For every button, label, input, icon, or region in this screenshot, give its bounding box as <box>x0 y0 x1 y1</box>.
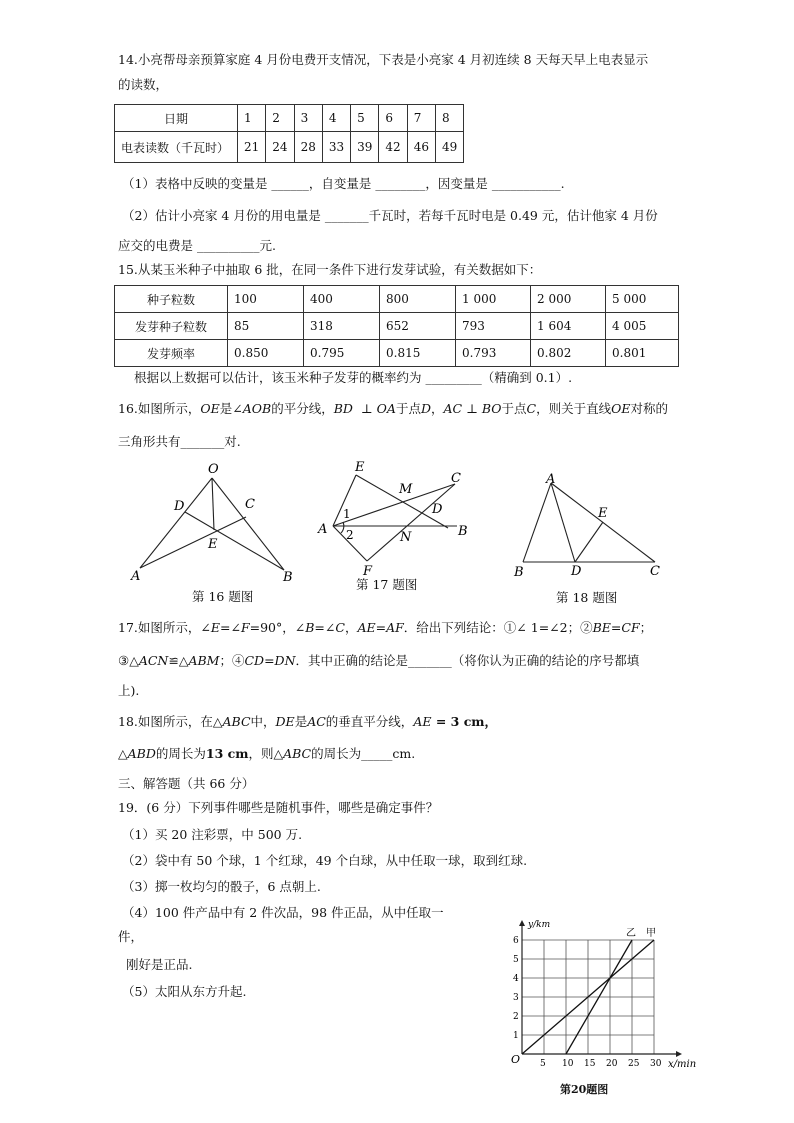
y-tick-label: 5 <box>513 955 519 965</box>
q17-becf: BE=CF <box>592 620 640 635</box>
q14-sub1: （1）表格中反映的变量是 ______，自变量是 ________，因变量是 ___________. <box>122 176 565 191</box>
label-E: E <box>355 460 365 475</box>
line-bd <box>185 512 284 570</box>
q16-c: C <box>526 401 537 416</box>
figure-17-caption: 第 17 题图 <box>356 577 418 592</box>
table-cell: 5 <box>351 105 379 132</box>
q16-text-line2: 三角形共有_______对. <box>118 434 241 449</box>
list-item: （5）太阳从东方升起. <box>122 984 247 999</box>
list-item: （4）100 件产品中有 2 件次品，98 件正品，从中任取一 <box>122 905 444 920</box>
label-D: D <box>432 502 443 517</box>
label-A: A <box>318 522 328 537</box>
q18-text-line1 <box>118 713 497 731</box>
list-item: 刚好是正品. <box>126 957 193 972</box>
q17-e: E <box>210 620 220 635</box>
figure-18-caption: 第 18 题图 <box>556 590 618 605</box>
q15-table <box>114 285 679 367</box>
x-axis-label: x/min <box>668 1059 697 1070</box>
q15-note: 根据以上数据可以估计，该玉米种子发芽的概率约为 _________（精确到 0.1）. <box>134 370 573 385</box>
table-cell: 100 <box>228 286 304 313</box>
q18-de: DE <box>275 714 295 729</box>
y-axis-label: y/km <box>528 920 551 930</box>
q17-text-line3: 上). <box>118 683 140 698</box>
q16-t2: 的平分线， <box>271 401 334 416</box>
line-ob <box>212 478 284 570</box>
table-cell: 49 <box>435 132 463 163</box>
list-item: （1）买 20 注彩票，中 500 万. <box>122 827 303 842</box>
list-item: （2）袋中有 50 个球，1 个红球，49 个白球，从中任取一球，取到红球. <box>122 853 528 868</box>
q16-oe: OE <box>200 401 220 416</box>
q16-ac: AC <box>443 401 463 416</box>
x-tick-label: 25 <box>628 1059 640 1069</box>
x-tick-label: 15 <box>584 1059 596 1069</box>
label-N: N <box>400 530 412 545</box>
table-cell: 24 <box>266 132 294 163</box>
q17-part: ； <box>639 620 653 635</box>
q16-t5: ， <box>430 401 444 416</box>
x-tick-label: 30 <box>650 1059 662 1069</box>
q14-sub2-line1: （2）估计小亮家 4 月份的用电量是 _______千瓦时，若每千瓦时电是 0.49 元，估计他家 4 月份 <box>122 208 658 223</box>
table-row <box>115 340 679 367</box>
table-cell: 21 <box>238 132 266 163</box>
q17-part: ， <box>344 620 358 635</box>
series-label-jia: 甲 <box>646 928 656 939</box>
table-cell: 33 <box>322 132 350 163</box>
series-label-yi: 乙 <box>626 928 636 939</box>
q14-text-line2: 的读数， <box>118 77 169 92</box>
label-D: D <box>174 499 185 514</box>
table-cell: 0.801 <box>606 340 679 367</box>
q17-part: ③△ <box>118 653 139 668</box>
label-O: O <box>208 462 219 477</box>
list-item: 件， <box>118 929 144 944</box>
figure-20-chart <box>496 916 706 1076</box>
q16-prefix: 16.如图所示， <box>118 401 201 416</box>
q17-part: =90°，∠ <box>249 620 306 635</box>
q18-abc2: ABC <box>283 746 312 761</box>
q17-c: C <box>335 620 345 635</box>
label-2: 2 <box>346 528 354 542</box>
label-B: B <box>514 565 524 580</box>
label-D: D <box>571 564 582 579</box>
list-item: （3）掷一枚均匀的骰子，6 点朝上. <box>122 879 321 894</box>
q17-part: 17.如图所示，∠ <box>118 620 211 635</box>
line-ad <box>551 483 575 562</box>
x-axis-arrow <box>676 1051 682 1057</box>
table-cell: 42 <box>379 132 407 163</box>
q17-abm: ABM <box>188 653 220 668</box>
table-cell: 5 000 <box>606 286 679 313</box>
q18-ac: AC <box>307 714 326 729</box>
q16-bo: BO <box>481 401 502 416</box>
x-tick-label: 5 <box>540 1059 546 1069</box>
table-cell: 发芽频率 <box>115 340 228 367</box>
line-oe <box>212 478 214 530</box>
table-row <box>115 132 464 163</box>
label-A: A <box>131 569 141 584</box>
table-cell: 0.795 <box>304 340 380 367</box>
q18-ae-value: = 3 cm， <box>431 714 498 729</box>
section-heading: 三、解答题（共 66 分） <box>118 776 255 791</box>
q17-part: ．其中正确的结论是_______（将你认为正确的结论的序号都填 <box>295 653 640 668</box>
q16-t1: 是∠ <box>219 401 243 416</box>
table-cell: 793 <box>456 313 531 340</box>
q18-part: ，则△ <box>248 746 284 761</box>
table-cell: 800 <box>380 286 456 313</box>
line-oa <box>140 478 212 568</box>
q14-text-line1: 14.小亮帮母亲预算家庭 4 月份电费开支情况，下表是小亮家 4 月初连续 8 天每天早上电表显示 <box>118 52 649 67</box>
y-tick-label: 6 <box>513 936 519 946</box>
q16-t4: 于点 <box>395 401 421 416</box>
y-tick-label: 1 <box>513 1031 519 1041</box>
figure-16 <box>128 458 298 588</box>
table-cell: 0.793 <box>456 340 531 367</box>
x-tick-label: 20 <box>606 1059 618 1069</box>
q18-perimeter: 13 cm <box>205 746 249 761</box>
table-cell: 1 000 <box>456 286 531 313</box>
label-F: F <box>363 564 373 579</box>
label-E: E <box>208 537 218 552</box>
q17-part: =∠ <box>314 620 336 635</box>
table-cell: 85 <box>228 313 304 340</box>
q14-table <box>114 104 464 163</box>
q17-part: ；④ <box>219 653 245 668</box>
table-cell: 8 <box>435 105 463 132</box>
label-C: C <box>245 497 255 512</box>
q19-title: 19．(6 分）下列事件哪些是随机事件，哪些是确定事件？ <box>118 800 439 815</box>
q17-acn: ACN <box>138 653 169 668</box>
q18-part: 18.如图所示，在△ <box>118 714 223 729</box>
table-cell: 种子粒数 <box>115 286 228 313</box>
q17-cddn: CD=DN <box>244 653 296 668</box>
table-cell: 3 <box>294 105 322 132</box>
figure-16-caption: 第 16 题图 <box>192 589 254 604</box>
q16-t3: ⊥ <box>360 401 373 416</box>
label-C: C <box>650 564 660 579</box>
table-cell: 7 <box>407 105 435 132</box>
q18-ae: AE <box>413 714 432 729</box>
q17-text-line1 <box>118 619 652 637</box>
table-cell: 318 <box>304 313 380 340</box>
table-cell: 0.850 <box>228 340 304 367</box>
label-M: M <box>399 482 413 497</box>
y-tick-label: 4 <box>513 974 519 984</box>
table-row <box>115 313 679 340</box>
q16-t6: ⊥ <box>466 401 478 416</box>
table-cell: 0.802 <box>531 340 606 367</box>
table-cell: 2 <box>266 105 294 132</box>
table-cell: 电表读数（千瓦时） <box>115 132 238 163</box>
chart-ticks <box>513 936 662 1069</box>
q16-t8: ，则关于直线 <box>536 401 612 416</box>
q16-oe2: OE <box>611 401 631 416</box>
q17-text-line2 <box>118 652 639 670</box>
q18-part: 的周长为 <box>155 746 206 761</box>
y-tick-label: 3 <box>513 993 519 1003</box>
q18-part: 中， <box>250 714 276 729</box>
q16-d: D <box>420 401 431 416</box>
line-ac <box>140 517 246 568</box>
figure-20-caption: 第20题图 <box>560 1083 609 1096</box>
q17-f: F <box>240 620 250 635</box>
table-cell: 46 <box>407 132 435 163</box>
q18-abc: ABC <box>222 714 251 729</box>
table-cell: 28 <box>294 132 322 163</box>
figure-17 <box>312 458 482 588</box>
label-A: A <box>546 472 556 487</box>
label-E: E <box>598 506 608 521</box>
origin-label: O <box>511 1053 521 1066</box>
q16-aob: AOB <box>242 401 272 416</box>
table-row <box>115 105 464 132</box>
q16-text-line1 <box>118 400 668 418</box>
q14-sub2-line2: 应交的电费是 __________元. <box>118 238 276 253</box>
q17-aeaf: AE=AF <box>357 620 404 635</box>
q18-abd: ABD <box>127 746 156 761</box>
q18-part: 的周长为_____cm. <box>311 746 416 761</box>
q18-text-line2 <box>118 745 415 763</box>
figure-18 <box>505 470 675 580</box>
table-row <box>115 286 679 313</box>
table-cell: 2 000 <box>531 286 606 313</box>
q16-bd: BD <box>333 401 353 416</box>
q17-b: B <box>305 620 315 635</box>
q16-t7: 于点 <box>501 401 527 416</box>
y-tick-label: 2 <box>513 1012 519 1022</box>
table-cell: 日期 <box>115 105 238 132</box>
label-1: 1 <box>343 507 351 521</box>
line-de <box>575 522 603 562</box>
table-cell: 1 604 <box>531 313 606 340</box>
q17-part: ．给出下列结论：①∠ 1=∠2；② <box>403 620 593 635</box>
q15-text: 15.从某玉米种子中抽取 6 批，在同一条件下进行发芽试验，有关数据如下： <box>118 262 542 277</box>
table-cell: 4 005 <box>606 313 679 340</box>
q17-part: =∠ <box>219 620 241 635</box>
x-tick-label: 10 <box>562 1059 574 1069</box>
q16-t9: 对称的 <box>630 401 668 416</box>
table-cell: 652 <box>380 313 456 340</box>
label-C: C <box>451 471 461 486</box>
table-cell: 0.815 <box>380 340 456 367</box>
table-cell: 6 <box>379 105 407 132</box>
q18-part: △ <box>118 746 128 761</box>
label-B: B <box>283 570 293 585</box>
q18-part: 的垂直平分线， <box>325 714 414 729</box>
y-axis-arrow <box>519 920 525 926</box>
q16-oa: OA <box>376 401 396 416</box>
table-cell: 发芽种子粒数 <box>115 313 228 340</box>
q17-part: ≌△ <box>168 653 189 668</box>
label-B: B <box>458 524 468 539</box>
chart-axes <box>519 920 682 1057</box>
table-cell: 39 <box>351 132 379 163</box>
line-ab <box>523 483 551 562</box>
table-cell: 4 <box>322 105 350 132</box>
table-cell: 400 <box>304 286 380 313</box>
table-cell: 1 <box>238 105 266 132</box>
q18-part: 是 <box>294 714 308 729</box>
